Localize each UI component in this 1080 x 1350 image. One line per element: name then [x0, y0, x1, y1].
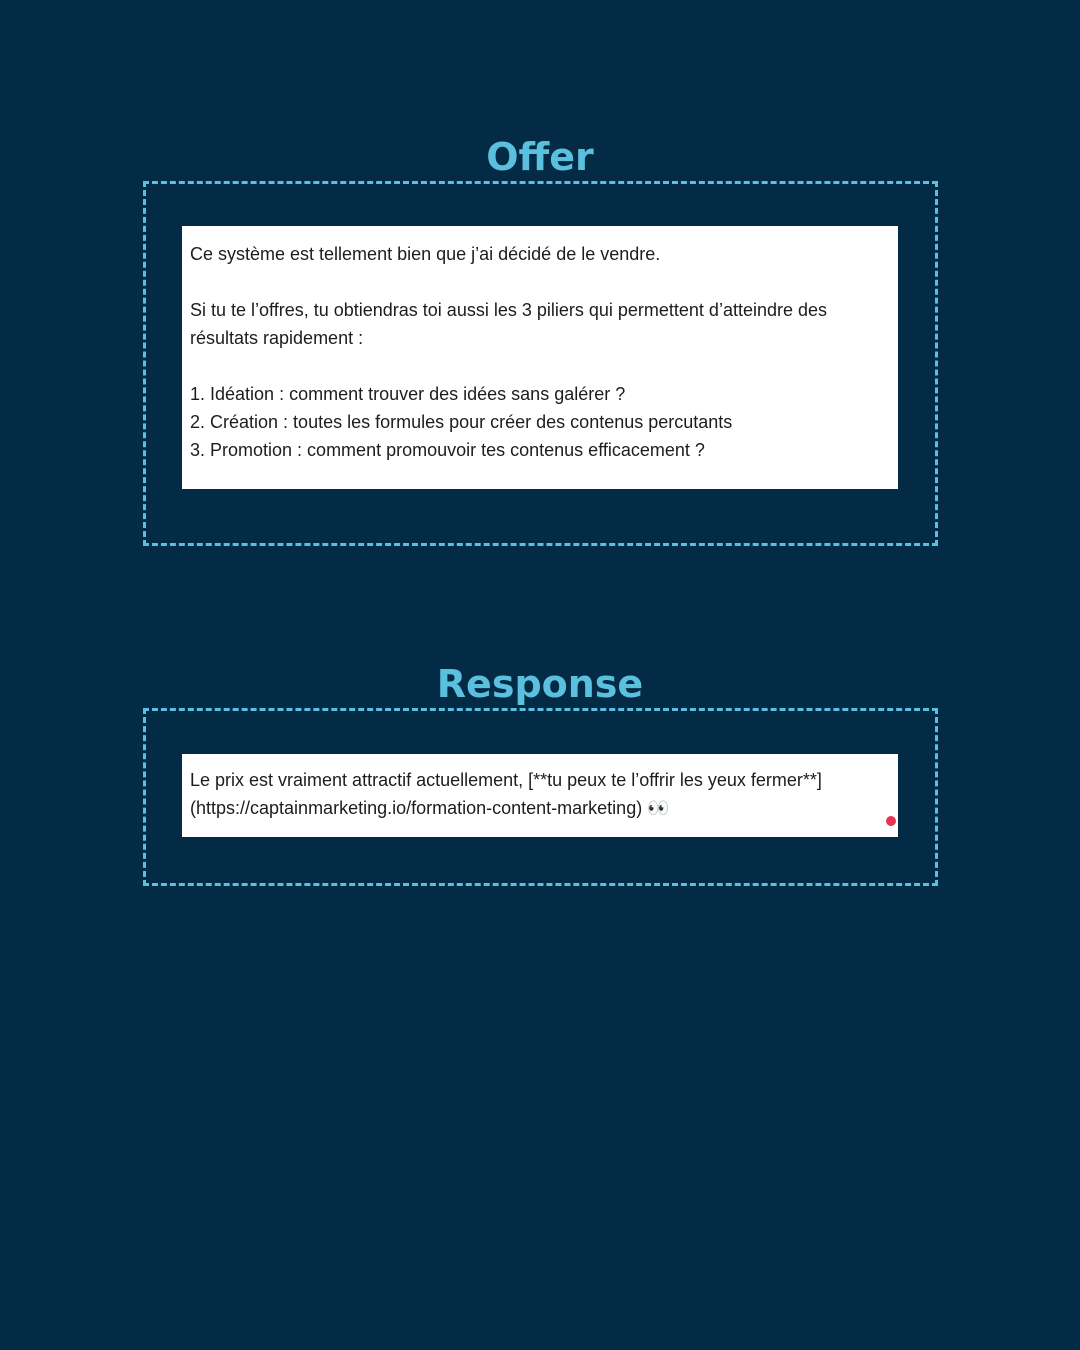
response-title: Response	[436, 662, 644, 706]
offer-card	[182, 226, 898, 489]
list-item: 1. Idéation : comment trouver des idées sans galérer ?	[190, 384, 626, 404]
offer-description-text: Si tu te l’offres, tu obtiendras toi aussi les 3 piliers qui permettent d’atteindre des résultats rapidement :	[190, 300, 828, 348]
list-item: 2. Création : toutes les formules pour créer des contenus percutants	[190, 412, 733, 432]
response-link-text: (https://captainmarketing.io/formation-content-marketing) 👀	[190, 798, 670, 818]
list-item: 3. Promotion : comment promouvoir tes contenus efficacement ?	[190, 440, 705, 460]
response-card	[182, 754, 898, 837]
offer-intro-text: Ce système est tellement bien que j’ai décidé de le vendre.	[190, 244, 661, 264]
offer-title: Offer	[486, 135, 594, 179]
red-dot-marker	[886, 816, 896, 826]
offer-pillars-list	[190, 380, 890, 464]
response-text: Le prix est vraiment attractif actuellement, [**tu peux te l’offrir les yeux fermer**]	[190, 770, 822, 790]
